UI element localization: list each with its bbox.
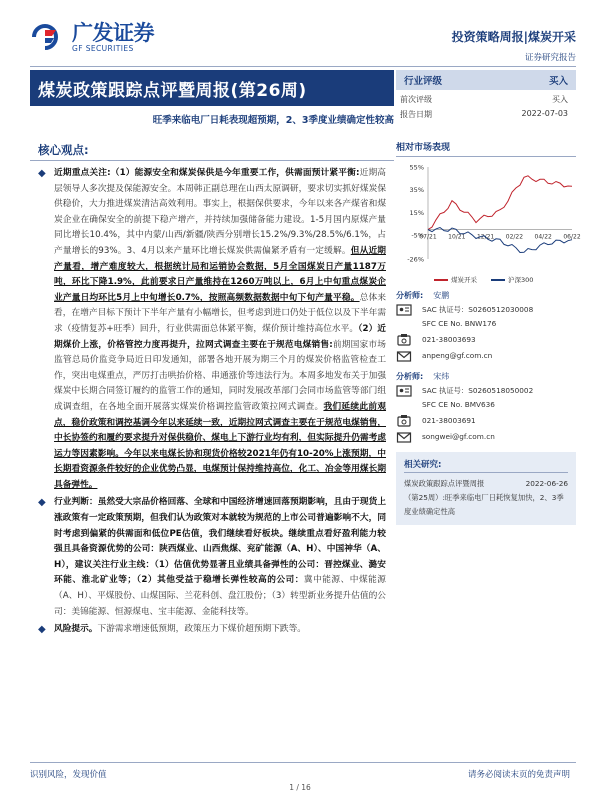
id-card-icon (396, 303, 412, 317)
analyst-2-name: 宋炜 (433, 372, 450, 381)
footer-divider (30, 762, 576, 763)
x-tick-label: 07/21 (419, 233, 437, 241)
analyst-1-phone: 021-38003693 (422, 335, 476, 344)
analyst-2-sac: SAC 执证号：S0260518050002 (422, 386, 534, 395)
rating-label: 行业评级 (404, 76, 443, 87)
analyst-1-name: 安鹏 (433, 291, 450, 300)
report-date-value: 2022-07-03 (521, 109, 568, 118)
analyst-1 (396, 290, 576, 363)
para-focus-lead-2: （2）近期煤价上涨，价格管控力度再提升，拉网式调查主要在于规范电煤销售: (54, 323, 386, 350)
report-kind: 证券研究报告 (524, 53, 576, 63)
analyst-1-header (396, 290, 576, 301)
analyst-1-certs (422, 303, 576, 331)
report-subtitle: 旺季来临电厂日耗表现超预期，2、3季度业绩确定性较高 (152, 115, 394, 126)
x-tick-label: 10/21 (448, 233, 466, 241)
y-tick-label: 15% (409, 208, 424, 217)
logo-en-text: GF SECURITIES (72, 43, 134, 53)
legend-swatch-coal (434, 279, 448, 281)
analyst-1-sfc: SFC CE No. BNW176 (422, 319, 497, 328)
gf-logo-icon (30, 22, 68, 52)
analyst-2-phone: 021-38003691 (422, 416, 476, 425)
y-tick-label: -5% (411, 231, 424, 240)
legend-label-hs300: 沪深300 (508, 276, 534, 284)
logo-cn-text: 广发证券 (72, 20, 154, 45)
report-date-label: 报告日期 (400, 110, 432, 119)
para-industry-text-2: 冀中能源、中煤能源（A、H）、平煤股份、山煤国际、兰花科创、盘江股份；（3）转型新业务提升估值的公司： (54, 575, 386, 617)
para-industry-text-1: 虽然受大宗品价格回落、全球和中国经济增速回落预期影响，且由于现货上涨政策有一定政策预期，但我们认为政策对本就较为规范的上市公司普遍影响不大，同时考虑到偏紧的供需面和低位PE估值，我们继续看好板块。继续重点看好盈利能力较强且具备资源优势的公司：陕西煤业、山西焦煤、兖矿能源（A、H）、中国神华（A、H），建议关注行业主线：（1）估值优势显著且业绩具备弹性的公司：晋控煤业、潞安环能、淮北矿业等；（2）其他受益于稳增长弹性较高的公司： (54, 497, 387, 586)
rating-panel (396, 70, 576, 120)
market-chart (396, 159, 581, 279)
legend-label-coal: 煤炭开采 (451, 276, 477, 284)
phone-icon (396, 333, 412, 347)
analyst-1-email[interactable]: anpeng@gf.com.cn (422, 351, 493, 360)
x-tick-label: 02/22 (505, 233, 524, 241)
analyst-2-email[interactable]: songwei@gf.com.cn (422, 432, 495, 441)
analyst-2-sfc: SFC CE No. BMV636 (422, 400, 495, 409)
analyst-label: 分析师: (396, 291, 424, 300)
gf-logo (30, 20, 154, 54)
phone-icon (396, 414, 412, 428)
market-chart-svg (396, 159, 581, 271)
legend-swatch-hs300 (491, 279, 505, 281)
related-item-date: 2022-06-26 (525, 479, 568, 488)
core-views-divider (30, 160, 394, 161)
report-title: 煤炭政策跟踪点评暨周报(第26周) (38, 80, 307, 101)
y-tick-label: 55% (409, 163, 424, 172)
sidebar (396, 140, 581, 525)
bullet-icon: ◆ (38, 168, 46, 179)
para-focus-text-3: 前期国家市场监管总局价监竞争局近日印发通知，部署各地开展为期三个月的煤炭价格监管检查工作，突出电煤重点，严厉打击哄抬价格、串通涨价等违法行为。本周多地发布关于加强煤炭中长期合同签订履约的监管工作的通知，同时发展改革部门会同市场监管等部门组成调查组，在各地全面开展落实煤炭价格调控监管政策拉网式调查。 (54, 339, 386, 412)
bullet-icon: ◆ (38, 624, 46, 636)
analyst-2-certs (422, 384, 576, 412)
related-item-body: （第25周）:旺季来临电厂日耗恢复加快，2、3季度业绩确定性高 (404, 493, 564, 516)
prev-rating-label: 前次评级 (400, 95, 432, 104)
para-industry-text-3: 美锦能源、恒源煤电、宝丰能源、金能科技等。 (71, 606, 254, 617)
prev-rating-row (396, 90, 576, 105)
related-item-title: 煤炭政策跟踪点评暨周报 (404, 479, 485, 488)
related-heading: 相关研究: (404, 458, 568, 473)
title-band (30, 70, 394, 106)
core-views-heading: 核心观点: (38, 143, 89, 157)
email-icon (396, 430, 412, 444)
series-line-coal (428, 176, 572, 230)
para-focus-highlight-2: 我们延续此前观点，稳价政策和调控基调今年以来延续一致，近期拉网式调查主要在于规范电煤销售，中长协签约和履约要求提升对保供稳价、煤电上下游行业均有利，但实际提升仍需考虑运力等因素影响。今年以来电煤长协和现货价格较2021年仍有10-20%上涨预期，中长期看资源条件较好的企业优势凸显，电煤预计保持维持高位，化工、冶金等用煤长期具备弹性。 (54, 401, 387, 490)
para-risk (38, 622, 386, 638)
x-tick-label: 06/22 (563, 233, 581, 241)
footer-disclaimer: 请务必阅读末页的免责声明 (467, 770, 570, 780)
id-card-icon (396, 384, 412, 398)
rating-header (396, 70, 576, 90)
analyst-2-header (396, 371, 576, 382)
page-number: 1 / 16 (289, 783, 311, 792)
para-industry-lead: 行业判断： (54, 497, 98, 508)
prev-rating-value: 买入 (552, 95, 568, 104)
email-icon (396, 349, 412, 363)
x-tick-label: 12/21 (476, 233, 495, 241)
para-focus-text-1: 近期高层领导人多次提及保能源安全。本周韩正副总理在山西太原调研，要求切实抓好煤炭保供稳价，大力推进煤炭清洁高效利用。事实上，根据保供要求，今年以来各产煤省和煤炭企业在确保安全的前提下稳产增产，并持续加强储备能力建设。1-5月国内原煤产量同比增长10.4%，其中内蒙/山西/新疆/陕西分别增长15.2%/9.3%/28.5%/6.1%，占产量增长的93%。3、4月以来产量环比增长煤炭供需偏紧矛盾有一定缓解。 (54, 168, 386, 256)
para-industry (38, 495, 387, 620)
x-tick-label: 04/22 (534, 233, 552, 241)
market-heading: 相对市场表现 (396, 140, 576, 157)
para-focus-highlight-1: 但从近期产量看，增产难度较大，根据统计局和运销协会数据，5月全国煤炭日产量1187万吨，环比下降1.9%，此前要求日产量维持在1260万吨以上，6月上中旬重点煤炭企业产量日均环比5月上中旬增长0.7%，按照高频数据数据中旬下旬产量平稳。 (54, 245, 386, 303)
para-focus-text-2: 总体来看，在增产目标下预计下半年产量有小幅增长，但考虑到进口仍处于低位以及下半年需求（疫情复苏+旺季）回升，行业供需面总体紧平衡，煤价预计维持高位水平。 (54, 292, 387, 334)
bullet-icon: ◆ (38, 497, 46, 509)
para-focus (38, 166, 387, 493)
para-focus-lead: 近期重点关注:（1）能源安全和煤炭保供是今年重要工作，供需面预计紧平衡: (54, 168, 360, 178)
related-research (396, 452, 576, 525)
y-tick-label: 35% (409, 186, 424, 195)
analyst-label: 分析师: (396, 372, 424, 381)
para-risk-text: 下游需求增速低预期，政策压力下煤价超预期下跌等。 (97, 624, 306, 635)
core-views-body (38, 166, 387, 640)
report-type: 投资策略周报|煤炭开采 (451, 30, 576, 44)
analyst-2 (396, 371, 576, 444)
y-tick-label: -26% (407, 255, 424, 264)
report-date-row (396, 105, 576, 120)
rating-value: 买入 (548, 76, 568, 87)
analyst-1-sac: SAC 执证号：S0260512030008 (422, 305, 534, 314)
para-risk-lead: 风险提示。 (54, 624, 98, 635)
header-divider (30, 66, 576, 67)
related-item[interactable] (404, 477, 568, 491)
footer-slogan: 识别风险，发现价值 (30, 770, 107, 780)
report-category (452, 28, 576, 63)
